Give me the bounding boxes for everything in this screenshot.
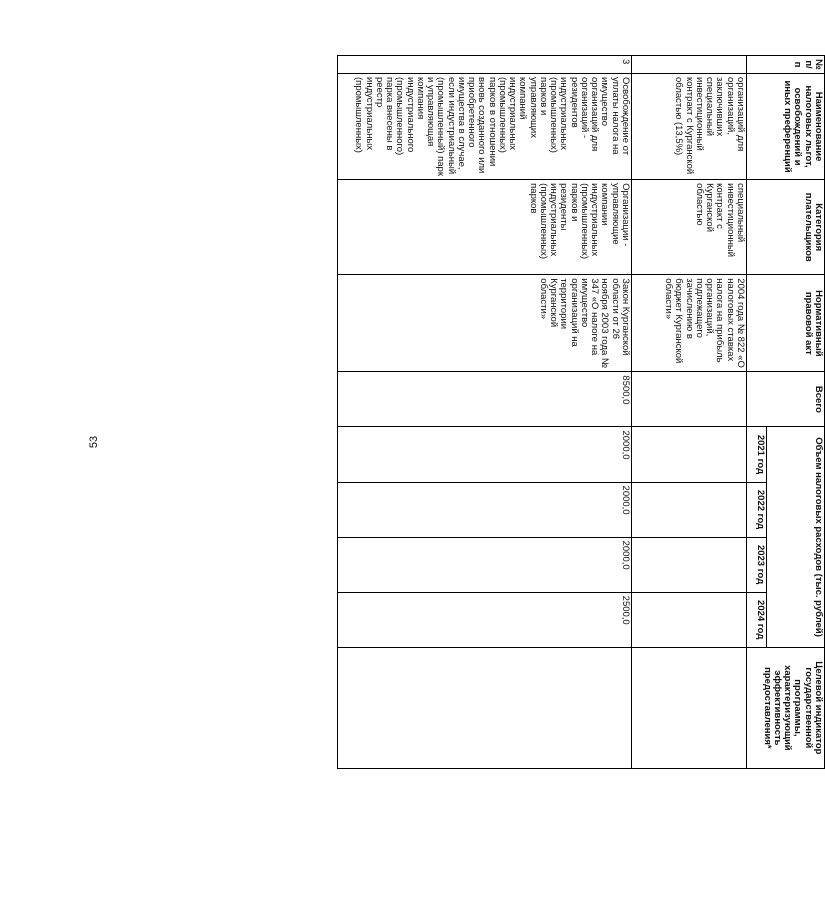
cell-num: 3: [338, 56, 632, 74]
header-target: Целевой индикатор государственной программы, характеризующий эффективность предоставления*: [747, 647, 825, 768]
table-grid: [337, 55, 825, 769]
tax-expenditures-table: [338, 55, 825, 769]
cell-year-2022: [632, 482, 747, 537]
cell-year-2021: [632, 427, 747, 482]
cell-category: специальный инвестиционный контракт с Курганской областью: [632, 180, 747, 275]
cell-year-2024: 2500,0: [338, 592, 632, 647]
header-total: Всего: [747, 372, 825, 427]
cell-act: 2004 года № 822 «О налоговых ставках налога на прибыль организаций, подлежащего зачислению в бюджет Курганской области»: [632, 275, 747, 372]
cell-act: Закон Курганской области от 26 ноября 2003 года № 347 «О налоге на имущество организаций на территории Курганской области»: [338, 275, 632, 372]
table-row: [632, 56, 747, 769]
cell-category: Организации - управляющие компании индустриальных (промышленных) парков и резиденты индустриальных (промышленных) парков: [338, 180, 632, 275]
header-act: Нормативный правовой акт: [747, 275, 825, 372]
cell-target: [632, 647, 747, 768]
cell-num: [632, 56, 747, 74]
cell-name: организаций для организаций, заключивших специальный инвестиционный контракт с Курганской областью (13,5%): [632, 74, 747, 180]
header-year-2023: 2023 год: [747, 537, 767, 592]
cell-year-2024: [632, 592, 747, 647]
cell-year-2023: [632, 537, 747, 592]
cell-target: [338, 647, 632, 768]
header-year-2022: 2022 год: [747, 482, 767, 537]
header-name: Наименование налоговых льгот, освобождений и иных преференций: [747, 74, 825, 180]
header-row-main: [767, 56, 825, 769]
cell-total: [632, 372, 747, 427]
cell-name: Освобождение от уплаты налога на имущество организаций для организаций - резидентов индустриальных (промышленных) парков и управляющих компаний индустриальных (промышленных) парков в отношении вновь созданного или приобретенного имущества в случае, если индустриальный (промышленный) парк и управляющая компания индустриального (промышленного) парка внесены в реестр индустриальных (промышленных): [338, 74, 632, 180]
cell-year-2023: 2000,0: [338, 537, 632, 592]
page-number: 53: [88, 435, 100, 449]
table-row: [338, 56, 632, 769]
header-category: Категория плательщиков: [747, 180, 825, 275]
cell-year-2021: 2000,0: [338, 427, 632, 482]
cell-year-2022: 2000,0: [338, 482, 632, 537]
header-year-2021: 2021 год: [747, 427, 767, 482]
header-volume: Объем налоговых расходов (тыс. рублей): [767, 427, 825, 647]
header-year-2024: 2024 год: [747, 592, 767, 647]
cell-total: 8500,0: [338, 372, 632, 427]
header-num: № п/п: [747, 56, 825, 74]
